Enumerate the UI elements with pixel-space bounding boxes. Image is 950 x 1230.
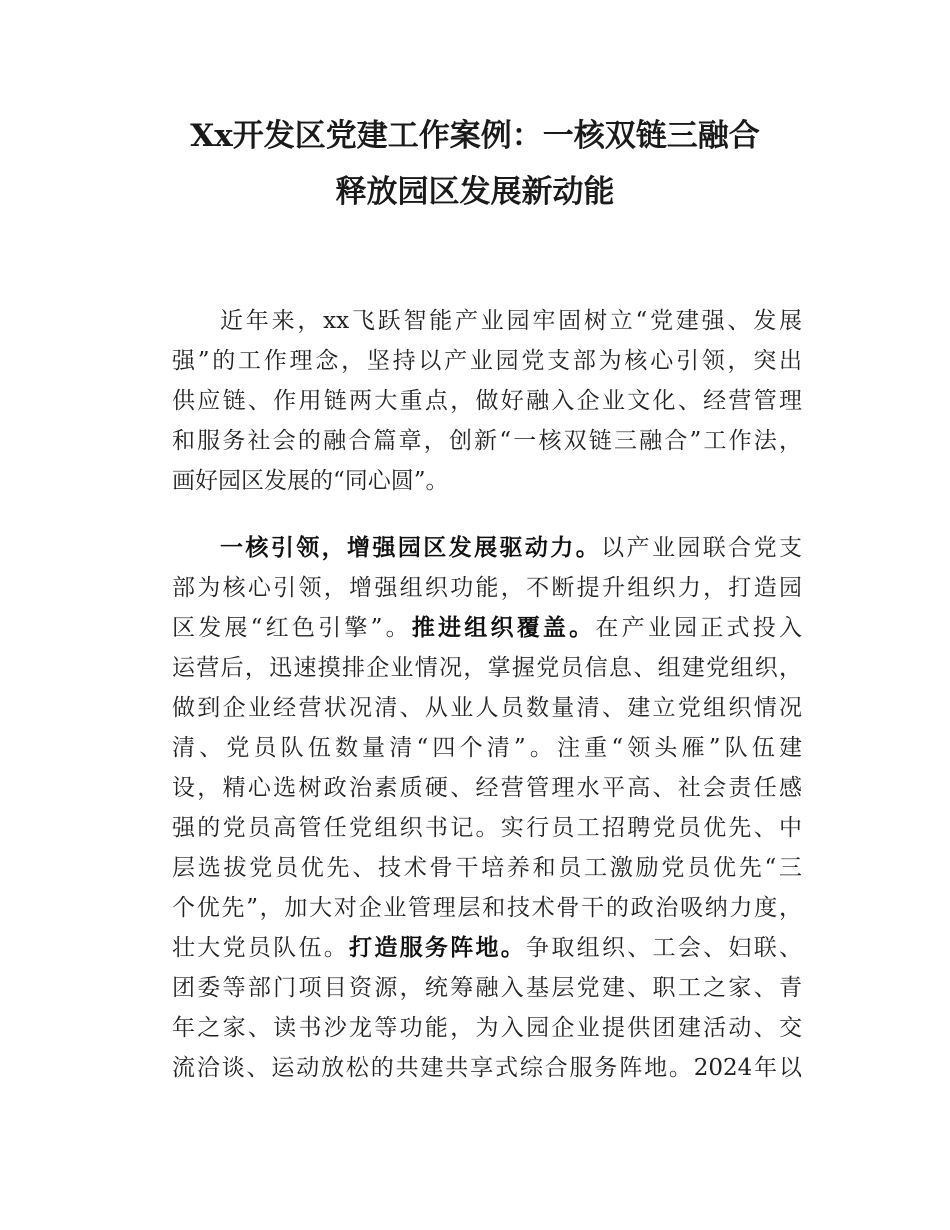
- text-span: 争取组织、工会、妇联、: [526, 935, 803, 961]
- text-line: 供应链、作用链两大重点，做好融入企业文化、经营管理: [172, 388, 802, 414]
- document-title-line-2: 释放园区发展新动能: [335, 174, 615, 210]
- text-line: 团委等部门项目资源，统筹融入基层党建、职工之家、青: [172, 975, 802, 1001]
- text-span: 在产业园正式投入: [595, 615, 803, 641]
- text-line: 设，精心选树政治素质硬、经营管理水平高、社会责任感: [172, 775, 802, 801]
- text-span: 区发展“红色引擎”。: [172, 615, 412, 641]
- text-line: 运营后，迅速摸排企业情况，掌握党员信息、组建党组织，: [172, 655, 802, 681]
- text-span: 壮大党员队伍。: [172, 935, 350, 961]
- text-line: 部为核心引领，增强组织功能，不断提升组织力，打造园: [172, 575, 802, 601]
- document-title-line-1: Xx开发区党建工作案例：一核双链三融合: [190, 118, 760, 154]
- text-line: 个优先”，加大对企业管理层和技术骨干的政治吸纳力度，: [172, 895, 802, 921]
- text-line: 近年来，xx飞跃智能产业园牢固树立“党建强、发展: [220, 308, 802, 334]
- text-line: [220, 529, 802, 567]
- text-line: 层选拔党员优先、技术骨干培养和员工激励党员优先“三: [172, 855, 802, 881]
- text-line: [172, 929, 802, 967]
- text-line: 强”的工作理念，坚持以产业园党支部为核心引领，突出: [172, 348, 802, 374]
- text-line: 清、党员队伍数量清“四个清”。注重“领头雁”队伍建: [172, 735, 802, 761]
- section-heading: 一核引领，增强园区发展驱动力。: [220, 535, 602, 561]
- text-line: 流洽谈、运动放松的共建共享式综合服务阵地。2024年以: [172, 1055, 802, 1081]
- text-line: 和服务社会的融合篇章，创新“一核双链三融合”工作法，: [172, 428, 802, 454]
- sub-heading: 推进组织覆盖。: [411, 615, 596, 641]
- text-line: 做到企业经营状况清、从业人员数量清、建立党组织情况: [172, 695, 802, 721]
- sub-heading: 打造服务阵地。: [349, 935, 527, 961]
- text-line: 强的党员高管任党组织书记。实行员工招聘党员优先、中: [172, 815, 802, 841]
- text-line: 画好园区发展的“同心圆”。: [172, 468, 449, 494]
- text-span: 以产业园联合党支: [601, 535, 803, 561]
- text-line: [172, 609, 802, 647]
- text-line: 年之家、读书沙龙等功能，为入园企业提供团建活动、交: [172, 1015, 802, 1041]
